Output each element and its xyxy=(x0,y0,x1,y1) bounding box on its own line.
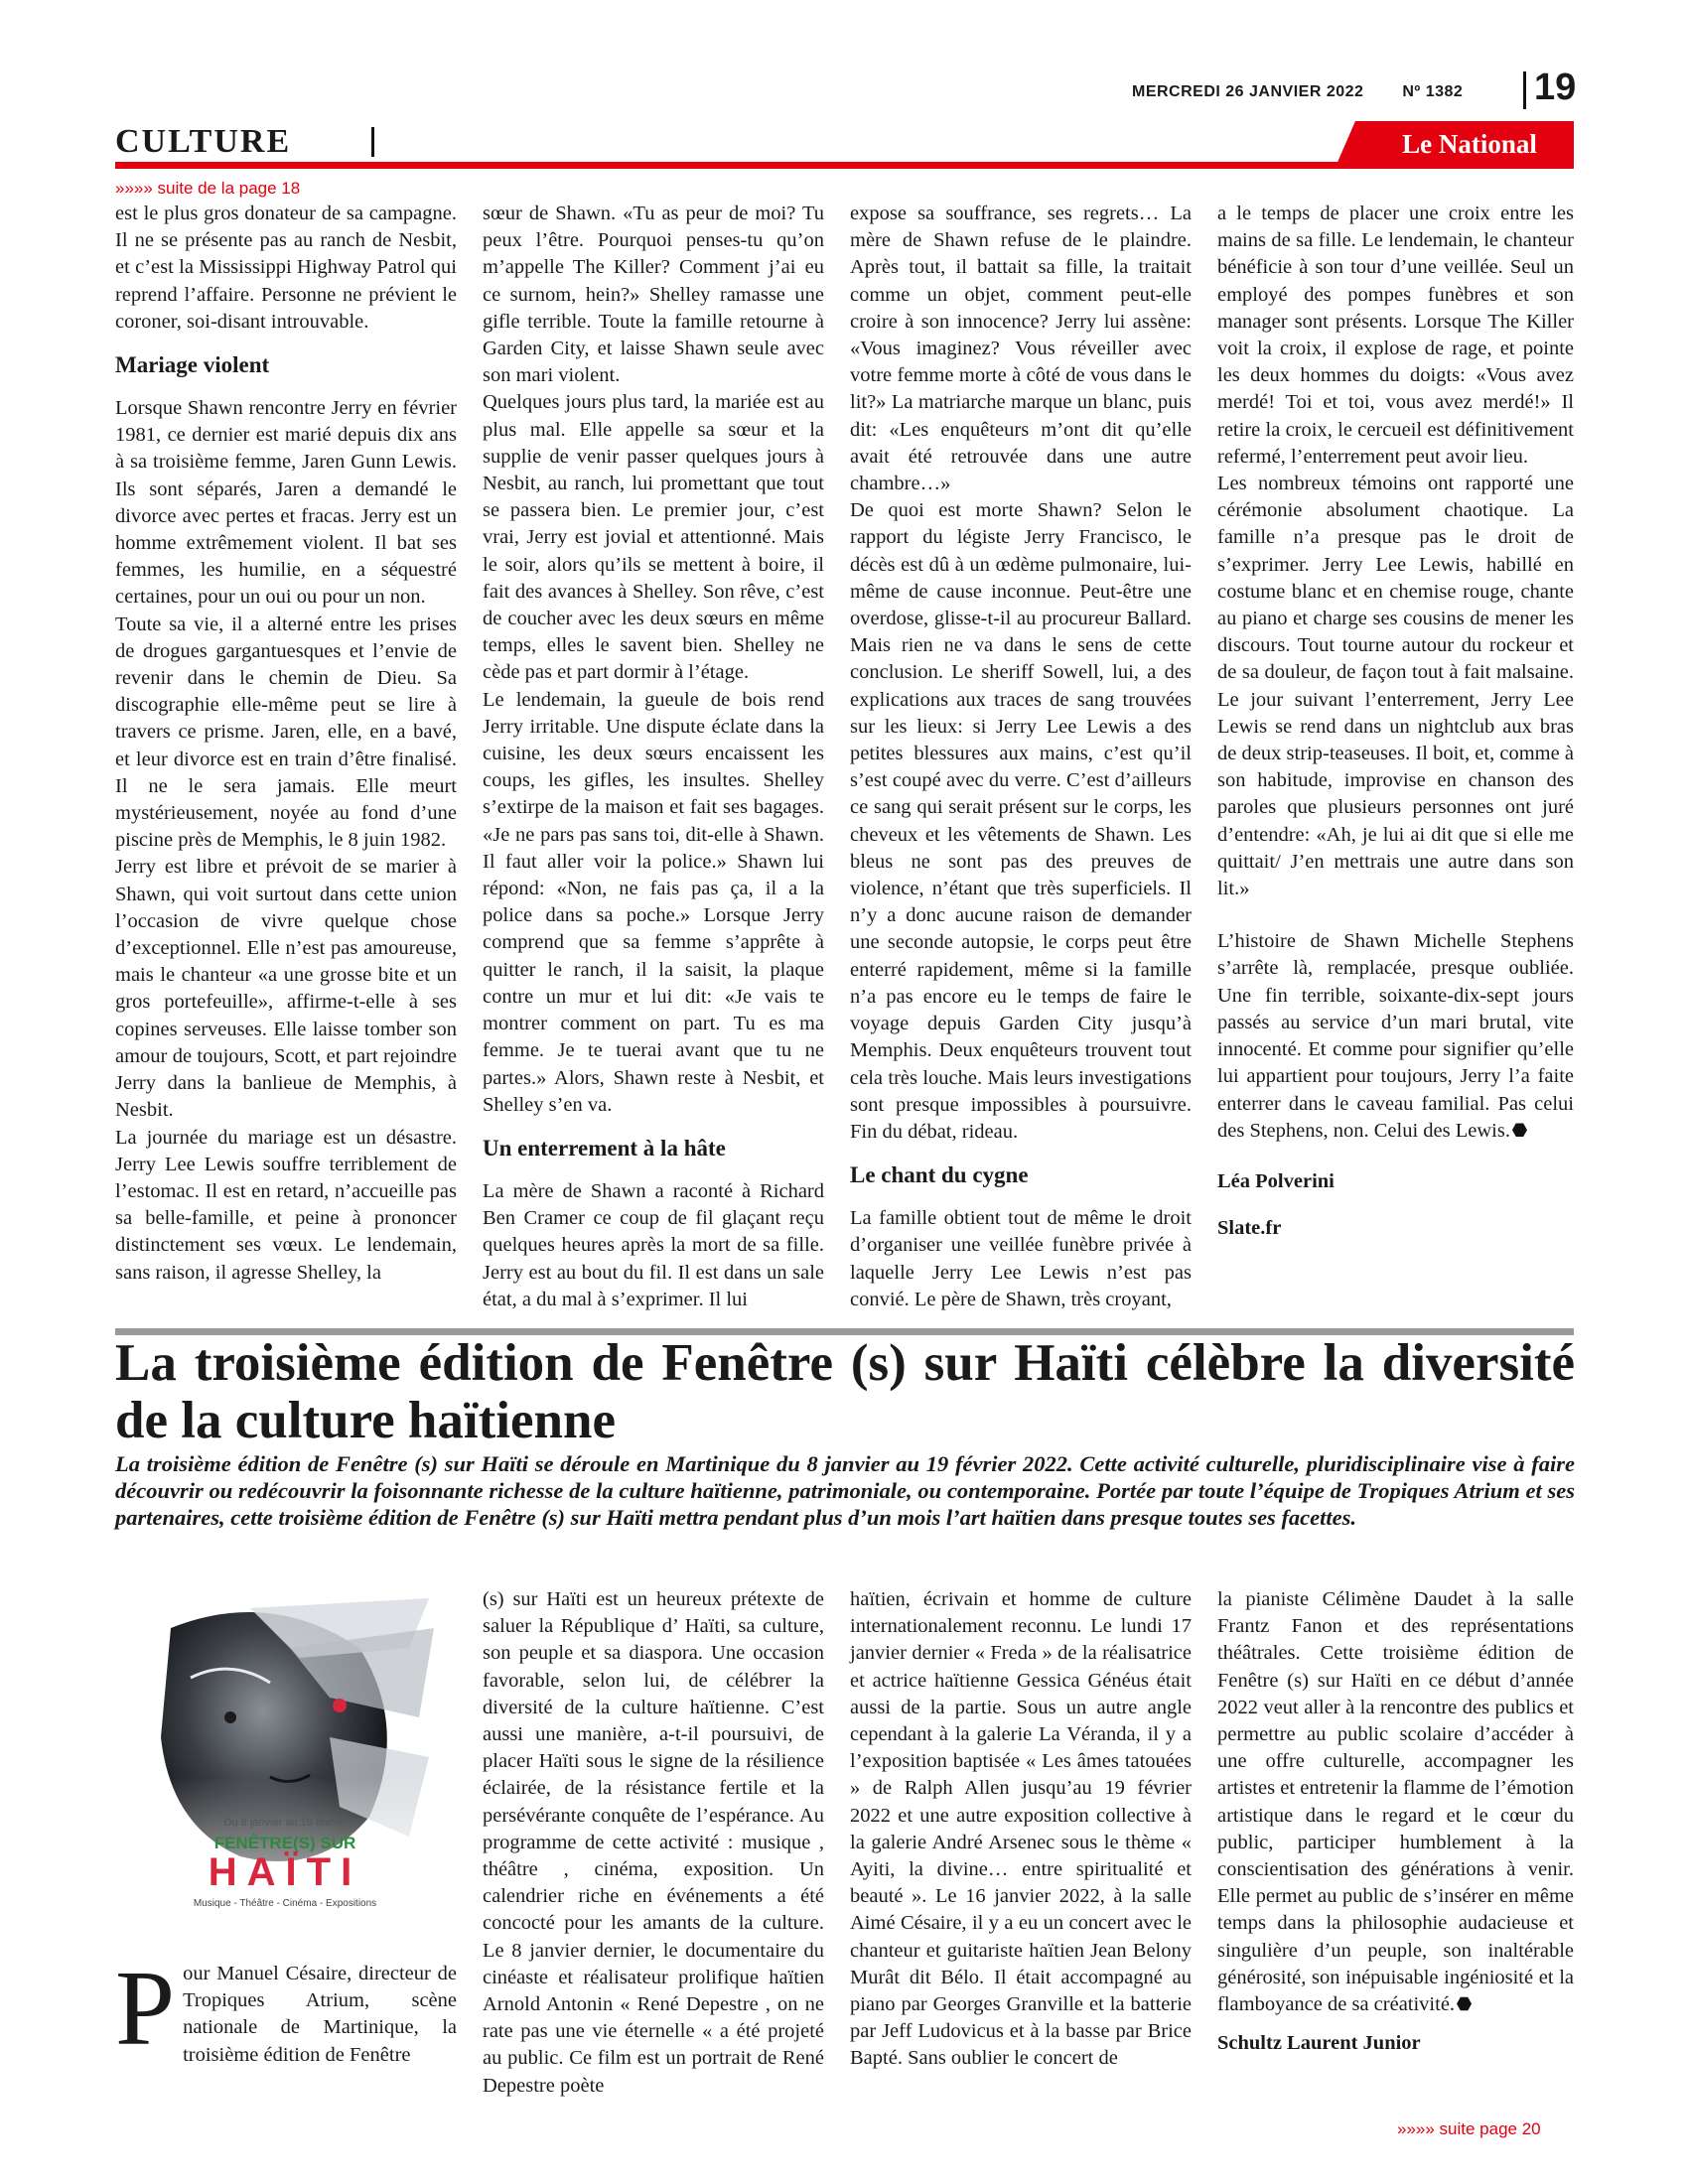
article2-lede xyxy=(115,1450,1575,1531)
article1-column-4 xyxy=(1217,201,1574,1242)
poster-subtitle: Musique - Théâtre - Cinéma - Expositions xyxy=(193,1898,377,1909)
paragraph: (s) sur Haïti est un heureux prétexte de saluer la République d’ Haïti, sa culture, son peuple et sa diaspora. Une occasion favorable, selon lui, de célébrer la diversité de la culture haïtienne. C’est aussi une manière, a-t-il poursuivi, de placer Haïti sous le signe de la résilience éclairée, de la résistance fertile et la persévérante conquête de l’espérance. Au programme de cette activité : musique , théâtre , cinéma, exposition. Un calendrier riche en événements a été concocté pour les amants de la culture. Le 8 janvier dernier, le documentaire du cinéaste et réalisateur prolifique haïtien Arnold Antonin « René Depestre , on ne rate pas une vie éternelle « a été projeté au public. Ce film est un portrait de René Depestre poète xyxy=(483,1588,824,2097)
poster-name-line2: HAÏTI xyxy=(208,1850,362,1894)
paragraph xyxy=(1217,928,1574,1145)
paragraph: haïtien, écrivain et homme de culture internationalement reconnu. Le lundi 17 janvier dernier « Freda » de la réalisatrice et actrice haïtienne Gessica Généus était aussi de la partie. Sous un autre angle cependant à la galerie La Véranda, il y a l’exposition baptisée « Les âmes tatouées » de Ralph Allen jusqu’au 19 février 2022 et une autre exposition collective à la galerie André Arsenec sous le thème « Ayiti, la divine… entre spiritualité et beauté ». Le 16 janvier 2022, à la salle Aimé Césaire, il y a eu un concert avec le chanteur et guitariste haïtien Jean Belony Murât dit Bélo. Il était accompagné au piano par Georges Granville et la batterie par Jeff Ludovicus et à la basse par Brice Bapté. Sans oublier le concert de xyxy=(850,1588,1192,2070)
author-byline: Léa Polverini xyxy=(1217,1169,1335,1192)
author-byline: Schultz Laurent Junior xyxy=(1217,2032,1421,2055)
paragraph xyxy=(1217,1586,1574,2018)
poster-name-line1: FENÊTRE(S) SUR xyxy=(213,1834,356,1852)
article1-column-1 xyxy=(115,201,457,1287)
paragraph: De quoi est morte Shawn? Selon le rapport du légiste Jerry Francisco, le décès est dû à un œdème pulmonaire, lui-même de cause inconnue. Peut-être une overdose, glisse-t-il au procureur Ballard. Mais rien ne va dans le sens de cette conclusion. Le sheriff Sowell, lui, a des explications aux traces de sang trouvées sur les lieux: si Jerry Lee Lewis a des petites blessures aux mains, c’est qu’il s’est coupé avec du verre. C’est d’ailleurs ce sang qui serait présent sur le corps, les cheveux et les vêtements de Shawn. Les bleus ne sont pas des preuves de violence, n’étant que très superficiels. Il n’y a donc aucune raison de demander une seconde autopsie, le corps peut être enterré rapidement, même si la famille n’a pas encore eu le temps de faire le voyage depuis Garden City jusqu’à Memphis. Deux enquêteurs trouvent tout cela très louche. Mais leurs investigations sont presque impossibles à poursuivre. Fin du débat, rideau. xyxy=(850,499,1192,1143)
paragraph: expose sa souffrance, ses regrets… La mère de Shawn refuse de le plaindre. Après tout, il battait sa fille, la traitait comme un objet, comment peut-elle croire à son innocence? Jerry lui assène: «Vous imaginez? Vous réveiller avec votre femme morte à côté de vous dans le lit?» La matriarche marque un blanc, puis dit: «Les enquêteurs m’ont dit qu’elle avait été retrouvée dans une autre chambre…» xyxy=(850,203,1192,495)
paragraph: sœur de Shawn. «Tu as peur de moi? Tu peux l’être. Pourquoi penses-tu qu’on m’appelle The Killer? Comment j’ai eu ce surnom, hein?» Shelley ramasse une gifle terrible. Toute la famille retourne à Garden City, et laisse Shawn seule avec son mari violent. xyxy=(483,203,824,387)
paragraph: Lorsque Shawn rencontre Jerry en février 1981, ce dernier est marié depuis dix ans à sa troisième femme, Jaren Gunn Lewis. Ils sont séparés, Jaren a demandé le divorce avec pertes et fracas. Jerry est un homme extrêmement violent. Il bat ses femmes, les humilie, en a séquestré certaines, pour un oui ou pour un non. xyxy=(115,397,457,609)
paragraph: Toute sa vie, il a alterné entre les prises de drogues gargantuesques et l’envie de revenir dans le chemin de Dieu. Sa discographie elle-même peut se lire à travers ce prisme. Jaren, elle, en a bavé, et leur divorce est en train d’être finalisé. Il ne le sera jamais. Elle meurt mystérieusement, noyée au fond d’une piscine près de Memphis, le 8 juin 1982. xyxy=(115,613,457,852)
paragraph: our Manuel Césaire, directeur de Tropiques Atrium, scène nationale de Martinique, la troisième édition de Fenêtre xyxy=(183,1963,457,2066)
subheading: Le chant du cygne xyxy=(850,1162,1029,1188)
date-line xyxy=(1132,83,1463,101)
article1-column-2 xyxy=(483,201,824,1313)
paragraph: est le plus gros donateur de sa campagne. Il ne se présente pas au ranch de Nesbit, et c’est la Mississippi Highway Patrol qui reprend l’affaire. Personne ne prévient le coroner, soi-disant introuvable. xyxy=(115,203,457,333)
paragraph: a le temps de placer une croix entre les mains de sa fille. Le lendemain, le chanteur bénéficie à son tour d’une veillée. Seul un employé des pompes funèbres et son manager sont présents. Lorsque The Killer voit la croix, il explose de rage, et pointe les deux hommes du doigts: «Vous avez merdé! Toi et toi, vous avez merdé!» Il retire la croix, le cercueil est définitivement refermé, l’enterrement peut avoir lieu. xyxy=(1217,203,1574,468)
page-number: 19 xyxy=(1534,67,1577,108)
page-number-divider xyxy=(1523,71,1526,109)
article2-column-3 xyxy=(850,1586,1192,2073)
paragraph: La mère de Shawn a raconté à Richard Ben Cramer ce coup de fil glaçant reçu quelques heures après la mort de sa fille. Jerry est au bout du fil. Il est dans un sale état, a du mal à s’exprimer. Il lui xyxy=(483,1179,824,1310)
article2-column-2 xyxy=(483,1586,824,2100)
continued-link[interactable]: »»»» suite page 20 xyxy=(1397,2119,1541,2138)
article2-column-1 xyxy=(115,1950,457,2069)
brand-name: Le National xyxy=(1402,129,1537,159)
source-credit: Slate.fr xyxy=(1217,1217,1282,1240)
header-rule xyxy=(115,162,1574,169)
continued-from: »»»» suite de la page 18 xyxy=(115,179,301,198)
paragraph: Quelques jours plus tard, la mariée est au plus mal. Elle appelle sa sœur et la supplie de venir passer quelques jours à Nesbit, au ranch, lui promettant que tout se passera bien. Le premier jour, c’est vrai, Jerry est jovial et attentionné. Mais le soir, alors qu’ils se mettent à boire, il fait des avances à Shelley. Son rêve, c’est de coucher avec les deux sœurs en même temps, elles le savent bien. Shelley ne cède pas et part dormir à l’étage. xyxy=(483,391,824,684)
paragraph: Les nombreux témoins ont rapporté une cérémonie absolument chaotique. La famille n’a presque pas le droit de s’exprimer. Jerry Lee Lewis, habillé en costume blanc et en chemise rouge, chante au piano et charge ses cousins de mener les discours. Tout tourne autour du rockeur et de sa douleur, de façon tout à fait malsaine. Le jour suivant l’enterrement, Jerry Lee Lewis se rend dans un nightclub aux bras de deux strip-teaseuses. Il boit, et, comme à son habitude, improvise en chanson des paroles que plusieurs personnes ont juré d’entendre: «Ah, je lui ai dit que si elle me quittait/ J’en mettrais une autre dans son lit.» xyxy=(1217,473,1574,900)
section-label: CULTURE xyxy=(115,123,292,160)
paragraph-text: la pianiste Célimène Daudet à la salle Frantz Fanon et des représentations théâtrales. Cette troisième édition de Fenêtre (s) sur Haïti en ce début d’année 2022 veut aller à la rencontre des publics et permettre au public scolaire d’accéder à une offre culturelle, accompagner les artistes et entretenir la flamme de l’émotion artistique dans le regard et le cœur du public, participer humblement à la conscientisation des générations à venir. Elle permet au public de s’insérer en même temps dans la philosophie audacieuse et singulière d’un peuple, son inaltérable générosité, son inépuisable ingéniosité et la flamboyance de sa créativité. xyxy=(1217,1588,1574,2016)
end-of-article-icon xyxy=(1457,1996,1472,2011)
paragraph: Jerry est libre et prévoit de se marier à Shawn, qui voit surtout dans cette union l’occasion de vivre quelque chose d’exceptionnel. Elle n’est pas amoureuse, mais le chanteur «a une grosse bite et un gros portefeuille», affirme-t-elle à ses copines serveuses. Elle laisse tomber son amour de toujours, Scott, et part rejoindre Jerry dans la banlieue de Memphis, à Nesbit. xyxy=(115,856,457,1122)
paragraph: La journée du mariage est un désastre. Jerry Lee Lewis souffre terriblement de l’estomac. Il est en retard, n’accueille pas sa belle-famille, et peine à prononcer distinctement ses vœux. Le lendemain, sans raison, il agresse Shelley, la xyxy=(115,1126,457,1284)
issue-number: Nº 1382 xyxy=(1402,83,1464,100)
section-divider xyxy=(371,127,374,157)
drop-cap: P xyxy=(115,1950,176,2068)
lede-text: La troisième édition de Fenêtre (s) sur Haïti se déroule en Martinique du 8 janvier au 19 février 2022. Cette activité culturelle, pluridisciplinaire vise à faire découvrir ou redécouvrir la foisonnante richesse de la culture haïtienne, patrimoniale, ou contemporaine. Portée par toute l’équipe de Tropiques Atrium et ses partenaires, cette troisième édition de Fenêtre (s) sur Haïti mettra pendant plus d’un mois l’art haïtien dans presque toutes ses facettes. xyxy=(115,1451,1575,1530)
subheading: Un enterrement à la hâte xyxy=(483,1135,726,1160)
article2-headline: La troisième édition de Fenêtre (s) sur Haïti célèbre la diversité de la culture haïtienne xyxy=(115,1334,1575,1449)
end-of-article-icon xyxy=(1512,1123,1527,1138)
issue-date: MERCREDI 26 JANVIER 2022 xyxy=(1132,83,1364,100)
paragraph: La famille obtient tout de même le droit d’organiser une veillée funèbre privée à laquelle Jerry Lee Lewis n’est pas convié. Le père de Shawn, très croyant, xyxy=(850,1207,1192,1310)
article1-column-3 xyxy=(850,201,1192,1313)
subheading: Mariage violent xyxy=(115,352,270,378)
poster-dates: Du 8 janvier au 19 février xyxy=(223,1817,347,1829)
article2-column-4 xyxy=(1217,1586,1574,2057)
festival-poster xyxy=(131,1588,439,1930)
paragraph-text: L’histoire de Shawn Michelle Stephens s’arrête là, remplacée, presque oubliée. Une fin terrible, soixante-dix-sept jours passés au service d’un mari brutal, vite innocenté. Et comme pour signifier qu’elle lui appartient pour toujours, Jerry l’a faite enterrer dans le caveau familial. Pas celui des Stephens, non. Celui des Lewis. xyxy=(1217,930,1574,1142)
paragraph: Le lendemain, la gueule de bois rend Jerry irritable. Une dispute éclate dans la cuisine, les deux sœurs encaissent les coups, les gifles, les insultes. Shelley s’extirpe de la maison et fait ses bagages. «Je ne pars pas sans toi, dit-elle à Shawn. Il faut aller voir la police.» Shawn lui répond: «Non, ne fais pas ça, il a la police dans sa poche.» Lorsque Jerry comprend que sa femme s’apprête à quitter le ranch, il la saisit, la plaque contre un mur et lui dit: «Je vais te montrer comment on part. Tu es ma femme. Je te tuerai avant que tu ne partes.» Alors, Shawn reste à Nesbit, et Shelley s’en va. xyxy=(483,688,824,1116)
